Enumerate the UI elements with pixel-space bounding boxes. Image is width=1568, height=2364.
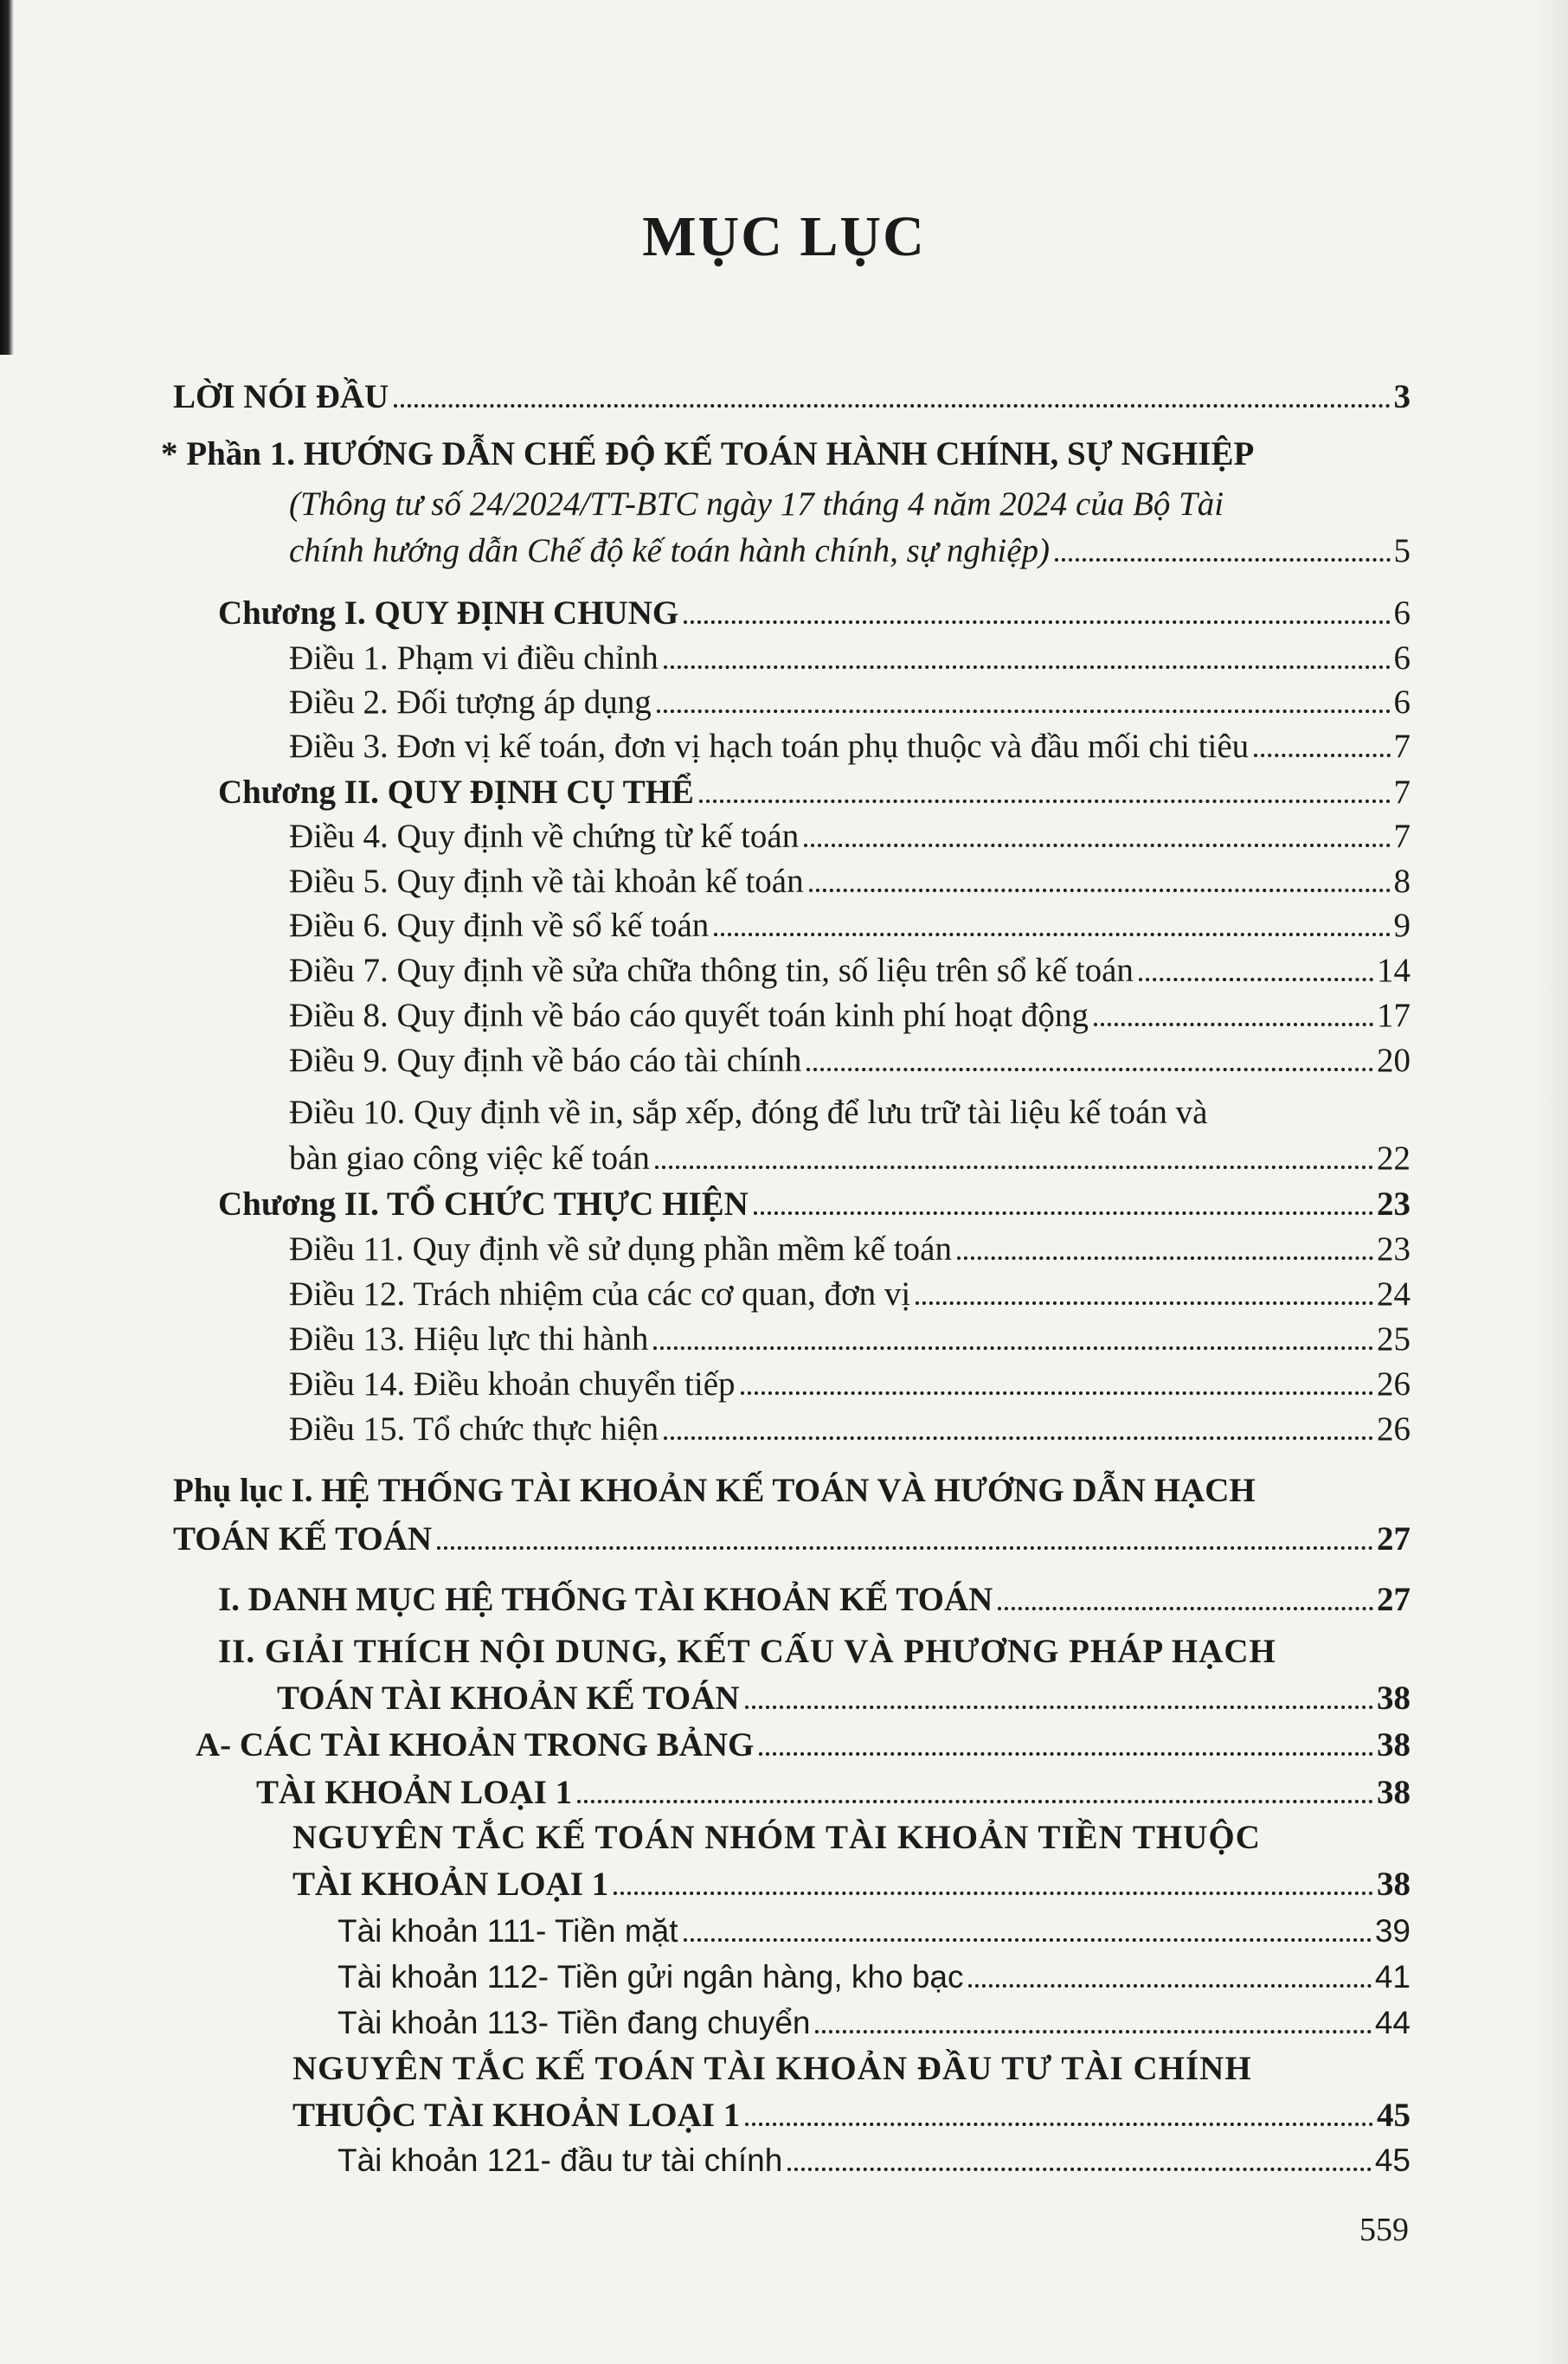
toc-label: Điều 7. Quy định về sửa chữa thông tin, số liệu trên sổ kế toán [289,952,1134,989]
toc-page: 38 [1377,1680,1411,1717]
dot-leader [653,1346,1373,1350]
toc-label: TÀI KHOẢN LOẠI 1 [256,1774,573,1811]
toc-label: Điều 13. Hiệu lực thi hành [289,1320,649,1358]
dot-leader [614,1892,1373,1895]
dot-leader [741,1391,1373,1395]
toc-label: Điều 2. Đối tượng áp dụng [289,684,652,721]
toc-label: Tài khoản 111- Tiền mặt [337,1913,678,1949]
toc-label: A- CÁC TÀI KHOẢN TRONG BẢNG [196,1726,755,1763]
toc-page: 6 [1393,684,1411,721]
toc-entry-dieu5[interactable] [289,862,1411,902]
toc-page: 44 [1374,2005,1411,2040]
toc-entry-chuong1[interactable] [218,594,1411,633]
toc-label: Điều 14. Điều khoản chuyển tiếp [289,1365,736,1403]
dot-leader [657,710,1391,713]
toc-entry-phan1[interactable] [289,531,1411,571]
toc-entry-nhom-tien-line1[interactable]: NGUYÊN TẮC KẾ TOÁN NHÓM TÀI KHOẢN TIỀN THUỘC [292,1819,1261,1856]
toc-entry-giai-thich[interactable] [277,1679,1411,1718]
toc-entry-dau-tu[interactable] [292,2096,1411,2136]
dot-leader [968,1984,1371,1988]
toc-label: Chương II. TỔ CHỨC THỰC HIỆN [218,1185,749,1223]
dot-leader [577,1800,1373,1803]
toc-label: Điều 11. Quy định về sử dụng phần mềm kế toán [289,1230,952,1268]
toc-label: Điều 4. Quy định về chứng từ kế toán [289,818,800,855]
toc-label: Chương I. QUY ĐỊNH CHUNG [218,594,679,632]
dot-leader [754,1211,1373,1215]
toc-entry-phan1-line2: (Thông tư số 24/2024/TT-BTC ngày 17 tháng 4 năm 2024 của Bộ Tài [289,485,1224,523]
toc-entry-dau-tu-line1[interactable]: NGUYÊN TẮC KẾ TOÁN TÀI KHOẢN ĐẦU TƯ TÀI CHÍNH [292,2050,1252,2087]
toc-entry-dieu11[interactable] [289,1230,1411,1269]
toc-label: Tài khoản 121- đầu tư tài chính [337,2142,783,2178]
toc-page: 14 [1377,952,1411,989]
toc-entry-phuluc1-line1[interactable]: Phụ lục I. HỆ THỐNG TÀI KHOẢN KẾ TOÁN VÀ HƯỚNG DẪN HẠCH [173,1472,1256,1509]
toc-entry-dieu15[interactable] [289,1410,1411,1449]
toc-page: 25 [1377,1320,1411,1358]
toc-page: 38 [1377,1774,1411,1811]
toc-entry-chuong3[interactable] [218,1185,1411,1224]
dot-leader [664,1436,1373,1440]
dot-leader [394,404,1390,408]
toc-page: 6 [1393,639,1411,677]
toc-page: 9 [1393,907,1411,944]
toc-label: Tài khoản 112- Tiền gửi ngân hàng, kho bạc [337,1959,964,1995]
toc-page: 24 [1377,1275,1411,1313]
toc-page: 38 [1377,1726,1411,1763]
dot-leader [809,889,1391,892]
dot-leader [699,800,1391,803]
dot-leader [684,1938,1372,1942]
toc-label: Tài khoản 113- Tiền đang chuyển [337,2005,811,2040]
toc-page: 7 [1393,728,1411,765]
toc-entry-dieu13[interactable] [289,1320,1411,1359]
dot-leader [714,933,1390,936]
toc-entry-tk111[interactable] [337,1911,1411,1951]
dot-leader [804,844,1390,847]
toc-label: Điều 3. Đơn vị kế toán, đơn vị hạch toán phụ thuộc và đầu mối chi tiêu [289,728,1250,765]
toc-label: Chương II. QUY ĐỊNH CỤ THỂ [218,774,694,811]
toc-entry-dieu2[interactable] [289,683,1411,723]
toc-page: 23 [1377,1230,1411,1268]
toc-label: Điều 5. Quy định về tài khoản kế toán [289,863,804,900]
toc-label: THUỘC TÀI KHOẢN LOẠI 1 [292,2097,741,2134]
toc-entry-tk113[interactable] [337,2003,1411,2043]
toc-page: 26 [1377,1410,1411,1448]
toc-page: 17 [1377,997,1411,1034]
page-number: 559 [1359,2212,1409,2248]
toc-label: Điều 15. Tổ chức thực hiện [289,1410,659,1448]
toc-entry-trong-bang[interactable] [196,1725,1411,1765]
toc-page: 8 [1393,863,1411,900]
toc-label: LỜI NÓI ĐẦU [173,378,389,415]
dot-leader [998,1607,1373,1610]
dot-leader [787,2168,1372,2171]
dot-leader [1094,1023,1373,1026]
toc-label: Điều 9. Quy định về báo cáo tài chính [289,1042,802,1079]
toc-label: chính hướng dẫn Chế độ kế toán hành chính, sự nghiệp) [289,532,1050,569]
toc-entry-loai1[interactable] [256,1773,1411,1813]
toc-page: 27 [1377,1520,1411,1558]
toc-page: 7 [1393,818,1411,855]
toc-entry-dieu3[interactable] [289,727,1411,767]
toc-page: 39 [1374,1913,1411,1949]
toc-label: TOÁN TÀI KHOẢN KẾ TOÁN [277,1680,740,1717]
dot-leader [1055,558,1391,562]
toc-page: 45 [1374,2142,1411,2178]
dot-leader [1254,754,1390,757]
dot-leader [684,620,1390,624]
toc-entry-dieu6[interactable] [289,906,1411,946]
toc-entry-danh-muc[interactable] [218,1580,1411,1620]
toc-entry-dieu1[interactable] [289,639,1411,678]
toc-page: 38 [1377,1866,1411,1903]
toc-entry-dieu14[interactable] [289,1365,1411,1404]
toc-page: 23 [1377,1185,1411,1223]
toc-label: I. DANH MỤC HỆ THỐNG TÀI KHOẢN KẾ TOÁN [218,1581,993,1618]
toc-page: 41 [1374,1959,1411,1995]
toc-page: 5 [1393,532,1411,569]
toc-entry-dieu10-line1[interactable]: Điều 10. Quy định về in, sắp xếp, đóng để lưu trữ tài liệu kế toán và [289,1094,1208,1131]
toc-page: 3 [1393,378,1411,415]
toc-page: 6 [1393,594,1411,632]
toc-entry-nhom-tien[interactable] [292,1865,1411,1905]
dot-leader [655,1166,1373,1169]
toc-label: Điều 1. Phạm vi điều chỉnh [289,639,659,677]
toc-page: 22 [1377,1140,1411,1177]
dot-leader [815,2030,1371,2033]
toc-entry-dieu12[interactable] [289,1275,1411,1314]
toc-label: TÀI KHOẢN LOẠI 1 [292,1866,609,1903]
toc-page: 26 [1377,1365,1411,1403]
toc-entry-tk121[interactable] [337,2141,1411,2181]
dot-leader [745,1706,1373,1709]
toc-label: Điều 8. Quy định về báo cáo quyết toán kinh phí hoạt động [289,997,1089,1034]
toc-entry-chuong2[interactable] [218,773,1411,813]
toc-label: Điều 6. Quy định về sổ kế toán [289,907,710,944]
dot-leader [806,1068,1373,1071]
toc-label: Điều 12. Trách nhiệm của các cơ quan, đơn vị [289,1275,911,1313]
toc-entry-dieu4[interactable] [289,817,1411,857]
toc-entry-dieu8[interactable] [289,996,1411,1036]
dot-leader [759,1752,1373,1756]
toc-page: 7 [1393,774,1411,811]
toc-entry-giai-thich-line1[interactable]: II. GIẢI THÍCH NỘI DUNG, KẾT CẤU VÀ PHƯƠNG PHÁP HẠCH [218,1633,1276,1670]
dot-leader [664,665,1391,669]
dot-leader [437,1546,1373,1550]
toc-label: bàn giao công việc kế toán [289,1140,650,1177]
toc-entry-loi-noi-dau[interactable] [173,377,1411,417]
toc-entry-dieu7[interactable] [289,951,1411,991]
toc-entry-dieu10[interactable] [289,1139,1411,1179]
toc-entry-dieu9[interactable] [289,1041,1411,1081]
toc-label: TOÁN KẾ TOÁN [173,1520,433,1558]
toc-page: 20 [1377,1042,1411,1079]
page-title: MỤC LỤC [642,205,926,268]
toc-page: 45 [1377,2097,1411,2134]
dot-leader [916,1301,1373,1305]
toc-entry-phan1-line1[interactable]: * Phần 1. HƯỚNG DẪN CHẾ ĐỘ KẾ TOÁN HÀNH CHÍNH, SỰ NGHIỆP [161,435,1255,472]
dot-leader [1139,978,1373,981]
toc-page: 27 [1377,1581,1411,1618]
dot-leader [957,1256,1373,1260]
toc-entry-tk112[interactable] [337,1957,1411,1997]
toc-entry-phuluc1[interactable] [173,1519,1411,1559]
dot-leader [745,2123,1373,2126]
